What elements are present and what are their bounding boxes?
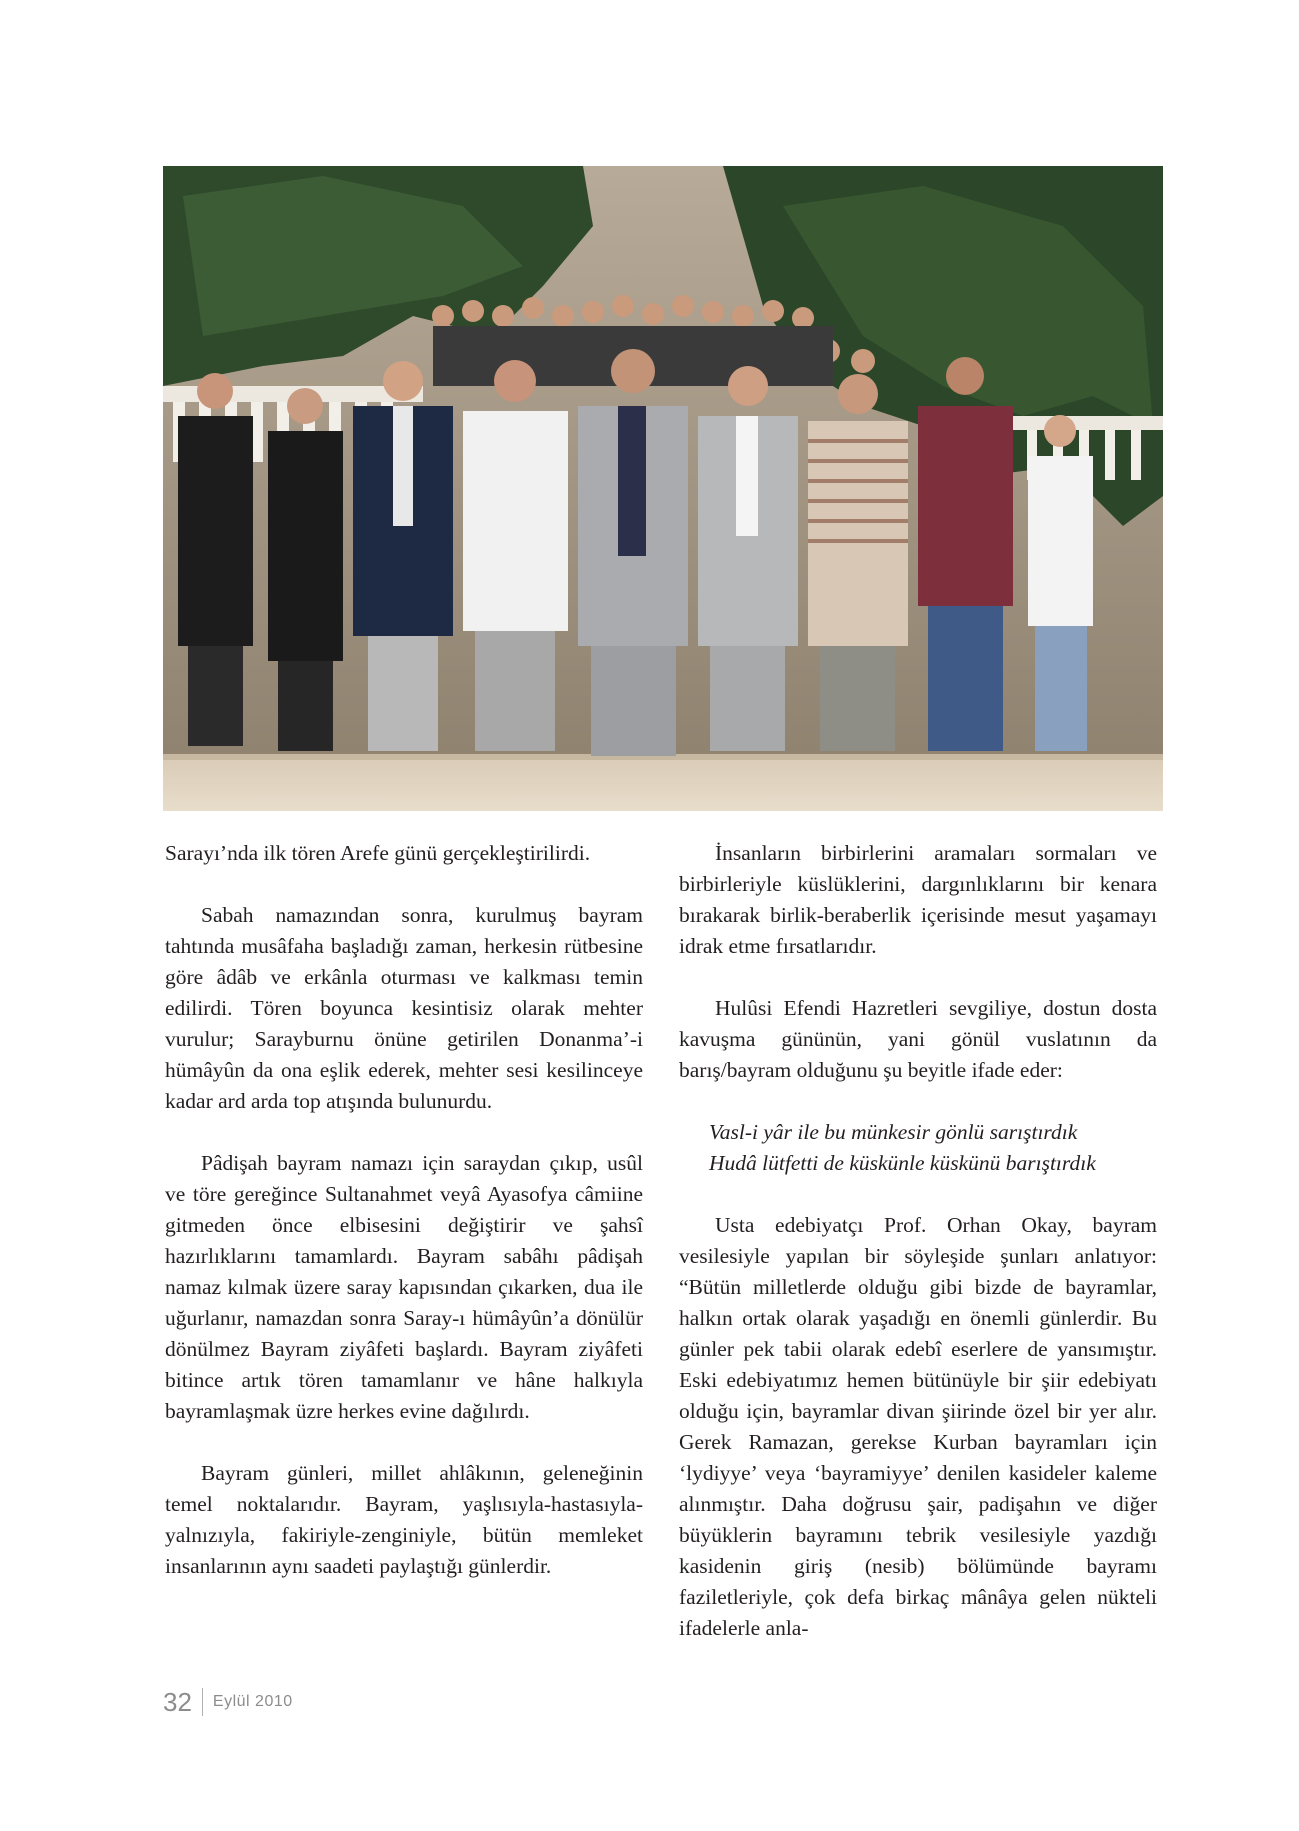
left-column <box>165 838 643 1582</box>
left-paragraph-2: Sabah namazından sonra, kurulmuş bayram tahtında musâfaha başladığı zaman, herkesin rütbesine göre âdâb ve erkânla oturması ve kalkması temin edilirdi. Tören boyunca kesintisiz olarak mehter vurulur; Sarayburnu önüne getirilen Donanma’-i hümâyûn da ona eşlik ederek, mehter sesi kesilinceye kadar ard arda top atışında bulunurdu. <box>165 903 643 1113</box>
right-paragraph-1: İnsanların birbirlerini aramaları sormaları ve birbirleriyle küslüklerini, dargınlıklarını bir kenara bırakarak birlik-beraberlik içerisinde mesut yaşamayı idrak etme fırsatlarıdır. <box>679 841 1157 958</box>
right-paragraph-3: Usta edebiyatçı Prof. Orhan Okay, bayram vesilesiyle yapılan bir söyleşide şunları anlatıyor: “Bütün milletlerde olduğu gibi bizde de bayramlar, halkın ortak olarak yaşadığı en önemli günlerdir. Bu günler pek tabii olarak edebî eserlere de yansımıştır. Eski edebiyatımız hemen bütünüyle bir şiir edebiyatı olduğu için, bayramlar divan şiirinde özel bir yer alır. Gerek Ramazan, gerekse Kurban bayramları için ‘lydiyye’ veya ‘bayramiyye’ denilen kasideler kaleme alınmıştır. Daha doğrusu şair, padişahın ve diğer büyüklerin bayramını tebrik vesilesiyle yazdığı kasidenin giriş (nesib) bölümünde bayramı faziletleriyle, çok defa birkaç mânâya gelen nükteli ifadelerle anla- <box>679 1213 1157 1640</box>
left-paragraph-4: Bayram günleri, millet ahlâkının, geleneğinin temel noktalarıdır. Bayram, yaşlısıyla-hastasıyla-yalnızıyla, fakiriyle-zenginiyle, bütün memleket insanlarının aynı saadeti paylaştığı günlerdir. <box>165 1461 643 1578</box>
right-paragraph-2: Hulûsi Efendi Hazretleri sevgiliye, dostun dosta kavuşma gününün, yani gönül vuslatının da barış/bayram olduğunu şu beyitle ifade eder: <box>679 996 1157 1082</box>
footer-divider <box>202 1688 203 1716</box>
group-photo <box>163 166 1163 811</box>
page-number: 32 <box>163 1686 192 1717</box>
right-column <box>679 838 1157 1644</box>
poem-line-2: Hudâ lütfetti de küskünle küskünü barıştırdık <box>709 1151 1096 1175</box>
poem-couplet <box>679 1117 1157 1179</box>
group-photo-illustration <box>163 166 1163 811</box>
page-footer <box>163 1687 293 1717</box>
left-paragraph-1: Sarayı’nda ilk tören Arefe günü gerçekleştirilirdi. <box>165 841 591 865</box>
poem-line-1: Vasl-i yâr ile bu münkesir gönlü sarıştırdık <box>709 1120 1078 1144</box>
left-paragraph-3: Pâdişah bayram namazı için saraydan çıkıp, usûl ve töre gereğince Sultanahmet veyâ Ayasofya câmiine gitmeden önce elbisesini değiştirir ve şahsî hazırlıklarını tamamlardı. Bayram sabâhı pâdişah namaz kılmak üzere saray kapısından çıkarken, dua ile uğurlanır, namazdan sonra Saray-ı hümâyûn’a dönülür dönülmez Bayram ziyâfeti başlardı. Bayram ziyâfeti bitince artık tören tamamlanır ve hâne halkıyla bayramlaşmak üzre herkes evine dağılırdı. <box>165 1151 643 1423</box>
issue-date: Eylül 2010 <box>212 1693 293 1710</box>
